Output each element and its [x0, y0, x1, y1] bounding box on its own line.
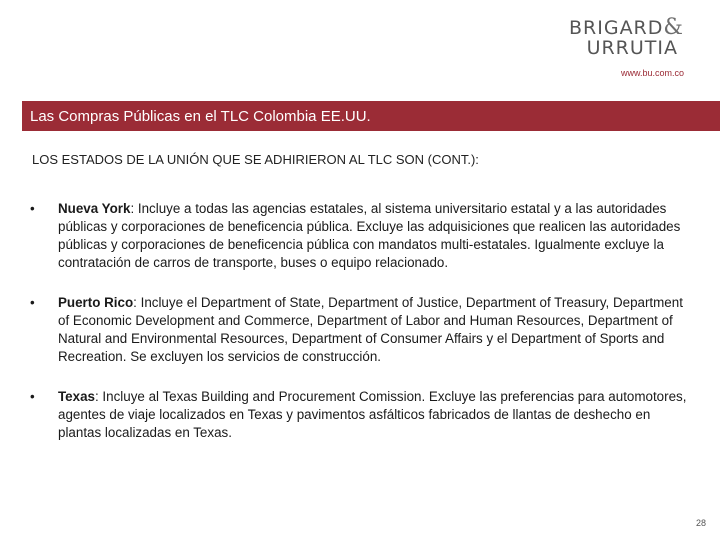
- bullet-list: [30, 200, 690, 464]
- bullet-body: : Incluye el Department of State, Department of Justice, Department of Treasury, Department of Economic Development and Commerce, Department of Labor and Human Resources, Department of Natural and Environmental Resources, Department of Consumer Affairs y el Department of Sports and Recreation. Se excluyen los servicios de construcción.: [58, 295, 683, 364]
- bullet-body: : Incluye al Texas Building and Procurement Comission. Excluye las preferencias para automotores, agentes de viaje localizados en Texas y pavimentos asfálticos fabricados de llantas de deshecho en plantas localizadas en Texas.: [58, 389, 687, 440]
- bullet-text: [58, 388, 690, 442]
- section-subheading: LOS ESTADOS DE LA UNIÓN QUE SE ADHIRIERON AL TLC SON (CONT.):: [32, 152, 479, 167]
- title-bar: [22, 101, 720, 131]
- page-number: 28: [695, 518, 706, 528]
- bullet-item-puerto-rico: [30, 294, 690, 366]
- logo-line1: BRIGARD&: [569, 15, 684, 40]
- bullet-text: [58, 294, 690, 366]
- logo-ampersand: &: [663, 15, 684, 40]
- logo-url: www.bu.com.co: [620, 68, 684, 78]
- logo-line2: URRUTIA: [586, 37, 678, 59]
- bullet-icon: •: [30, 295, 35, 310]
- bullet-term: Texas: [58, 389, 95, 404]
- slide-title: Las Compras Públicas en el TLC Colombia EE.UU.: [30, 108, 371, 125]
- company-logo: [569, 15, 684, 78]
- bullet-term: Puerto Rico: [58, 295, 134, 310]
- bullet-term: Nueva York: [58, 201, 131, 216]
- bullet-icon: •: [30, 389, 35, 404]
- bullet-icon: •: [30, 201, 35, 216]
- bullet-body: : Incluye a todas las agencias estatales, al sistema universitario estatal y a las autoridades públicas y corporaciones de beneficencia pública. Excluye las adquisiciones que realicen las autoridades públicas y corporaciones de beneficencia pública con mandatos multi-estatales. Igualmente excluye la contratación de carros de transporte, buses o equipo relacionado.: [58, 201, 681, 270]
- bullet-item-nueva-york: [30, 200, 690, 272]
- bullet-item-texas: [30, 388, 690, 442]
- bullet-text: [58, 200, 690, 272]
